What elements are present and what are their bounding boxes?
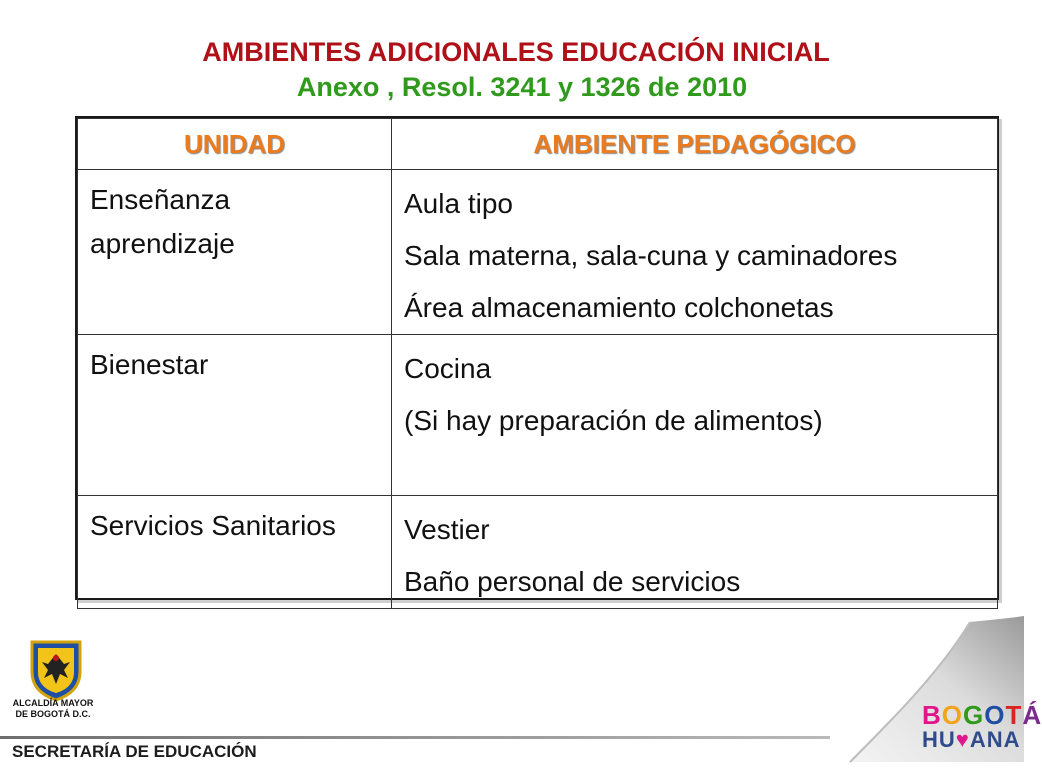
unit-label: Servicios Sanitarios [90, 510, 336, 541]
environment-cell [392, 170, 998, 335]
unit-cell [78, 496, 392, 609]
title-block [0, 34, 1024, 104]
bogota-coat-of-arms-icon [28, 638, 84, 702]
bogota-humana-logo [922, 700, 1042, 752]
environment-item: Baño personal de servicios [404, 566, 741, 597]
unit-cell [78, 170, 392, 335]
environment-item: Cocina [404, 353, 492, 384]
environment-item: Área almacenamiento colchonetas [404, 292, 834, 323]
unit-label: Bienestar [90, 349, 209, 380]
page-subtitle: Anexo , Resol. 3241 y 1326 de 2010 [296, 72, 748, 102]
page-title: AMBIENTES ADICIONALES EDUCACIÓN INICIAL [202, 37, 830, 67]
environments-table [75, 116, 999, 600]
footer [0, 600, 1042, 768]
footer-divider [0, 736, 830, 739]
bogota-logo-text: BOGOTÁ [922, 700, 1042, 730]
table [77, 118, 998, 609]
column-header-ambiente: AMBIENTE PEDAGÓGICO [392, 119, 998, 170]
table-row [78, 496, 998, 609]
unit-cell [78, 335, 392, 496]
column-header-unidad: UNIDAD [78, 119, 392, 170]
environment-item: Sala materna, sala-cuna y caminadores [404, 240, 898, 271]
unit-label: Enseñanza aprendizaje [90, 184, 235, 259]
alcaldia-line-2: DE BOGOTÁ D.C. [15, 709, 91, 719]
table-row [78, 170, 998, 335]
environment-item: Vestier [404, 514, 490, 545]
humana-logo-text: HU♥ANA [922, 727, 1021, 752]
table-header-row [78, 119, 998, 170]
secretaria-label: SECRETARÍA DE EDUCACIÓN [12, 742, 257, 761]
environment-cell [392, 335, 998, 496]
environment-item: Aula tipo [404, 188, 513, 219]
alcaldia-line-1: ALCALDÍA MAYOR [12, 698, 94, 708]
table-row [78, 335, 998, 496]
environment-item: (Si hay preparación de alimentos) [404, 405, 823, 436]
alcaldia-label [8, 698, 98, 720]
environment-cell [392, 496, 998, 609]
